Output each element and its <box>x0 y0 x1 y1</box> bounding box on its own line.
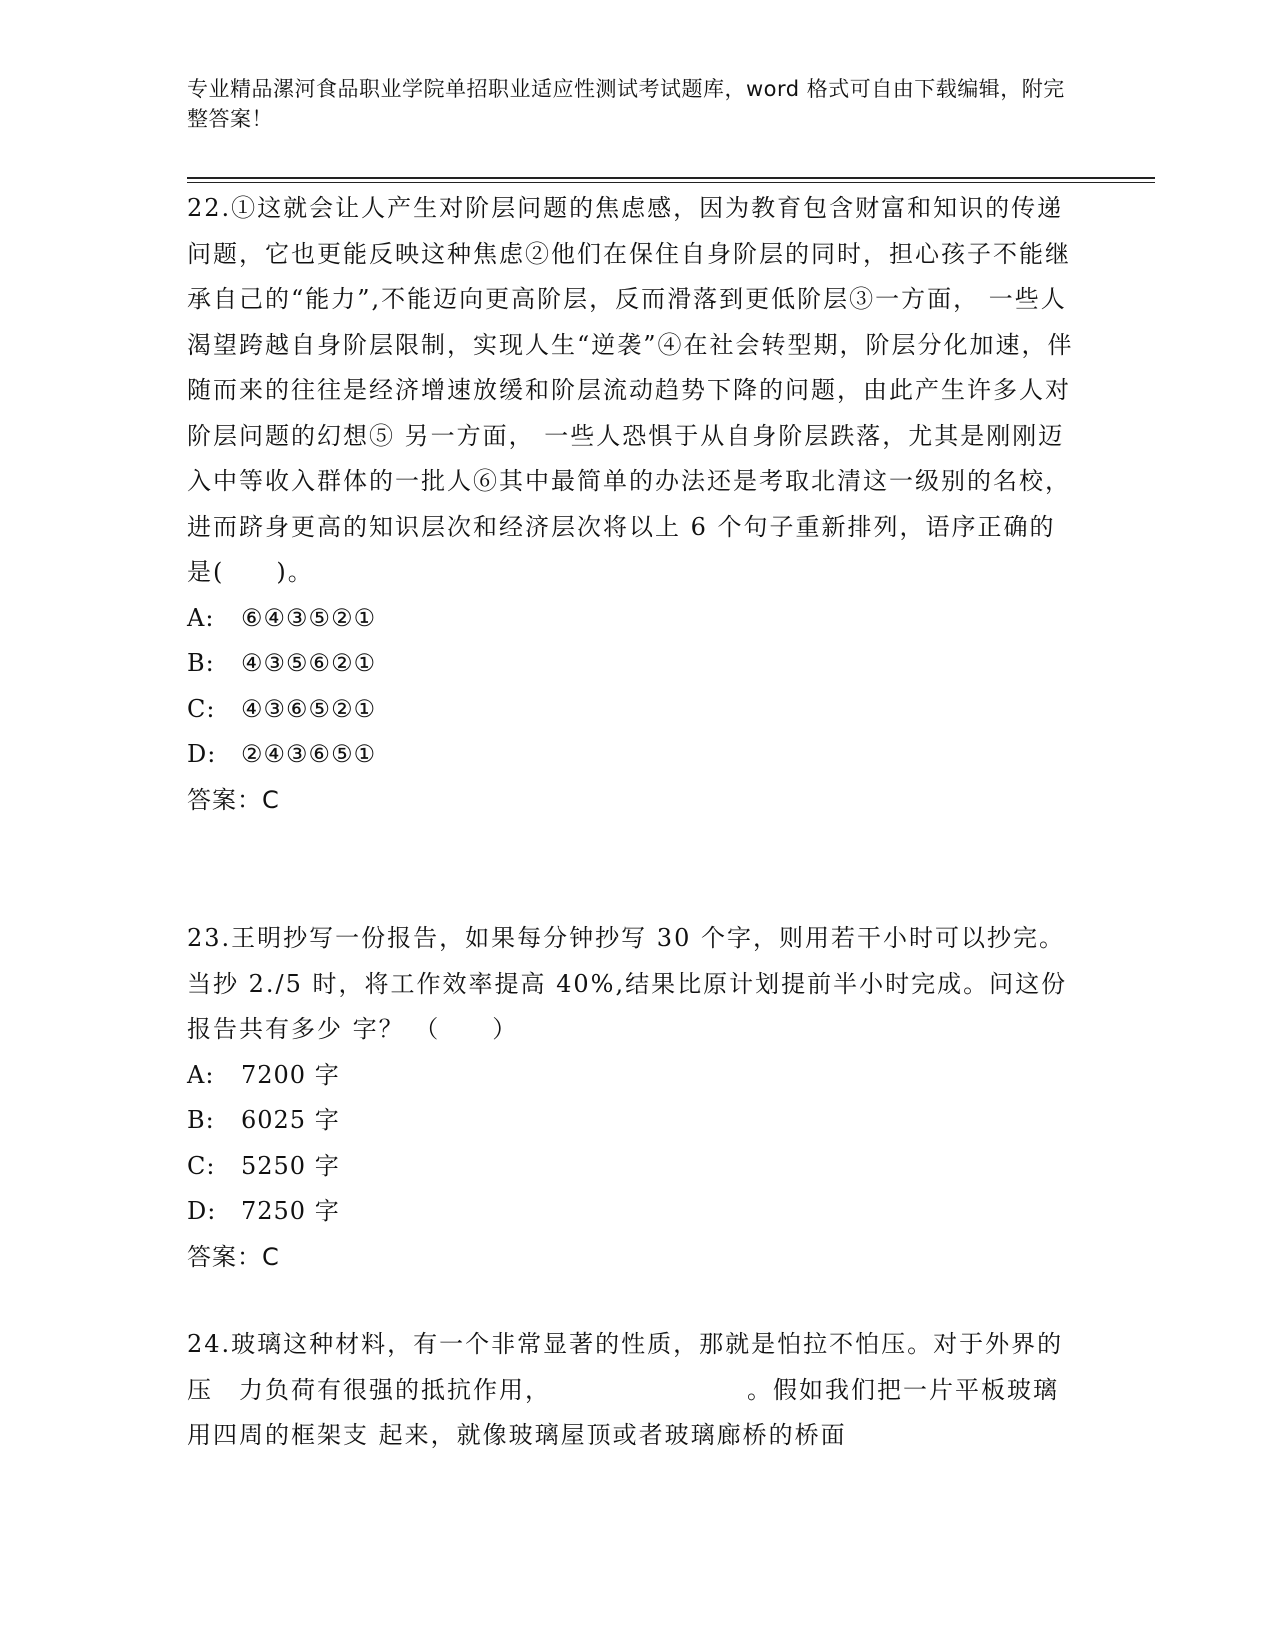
option-d <box>187 1189 1077 1235</box>
option-b <box>187 1098 1077 1144</box>
option-c <box>187 687 1077 733</box>
question-stem: 24.玻璃这种材料，有一个非常显著的性质，那就是怕拉不怕压。对于外界的压 力负荷有很强的抵抗作用， 。假如我们把一片平板玻璃用四周的框架支 起来，就像玻璃屋顶或者玻璃廊桥的桥面 <box>187 1330 1064 1449</box>
question-23 <box>187 916 1077 1280</box>
option-key: B: <box>187 1106 215 1134</box>
option-text: 7250 字 <box>241 1197 340 1225</box>
document-header <box>187 74 1067 134</box>
option-key: C: <box>187 1151 216 1180</box>
answer-line: 答案：C <box>187 785 280 814</box>
question-22 <box>187 186 1077 823</box>
question-stem: 22.①这就会让人产生对阶层问题的焦虑感，因为教育包含财富和知识的传递问题，它也更能反映这种焦虑②他们在保住自身阶层的同时，担心孩子不能继承自己的“能力”,不能迈向更高阶层，反而滑落到更低阶层③一方面， 一些人渴望跨越自身阶层限制，实现人生“逆袭”④在社会转型期，阶层分化加速，伴随而来的往往是经济增速放缓和阶层流动趋势下降的问题，由此产生许多人对阶层问题的幻想⑤ 另一方面， 一些人恐惧于从自身阶层跌落，尤其是刚刚迈入中等收入群体的一批人⑥其中最简单的办法还是考取北清这一级别的名校，进而跻身更高的知识层次和经济层次将以上 6 个句子重新排列，语序正确的是( )。 <box>187 194 1074 586</box>
option-key: D: <box>187 740 217 768</box>
option-a <box>187 596 1077 642</box>
option-key: A: <box>187 603 215 632</box>
option-c <box>187 1144 1077 1190</box>
option-key: B: <box>187 649 215 677</box>
option-text: 5250 字 <box>241 1151 340 1180</box>
option-key: C: <box>187 694 216 723</box>
option-d <box>187 732 1077 778</box>
option-key: D: <box>187 1197 217 1225</box>
question-stem: 23.王明抄写一份报告，如果每分钟抄写 30 个字，则用若干小时可以抄完。当抄 2./5 时，将工作效率提高 40%,结果比原计划提前半小时完成。问这份报告共有多少 字？ （ ） <box>187 924 1068 1043</box>
option-text: ④③⑤⑥②① <box>241 649 377 677</box>
option-b <box>187 641 1077 687</box>
option-a <box>187 1053 1077 1099</box>
option-text: ⑥④③⑤②① <box>241 603 377 632</box>
header-text: 专业精品漯河食品职业学院单招职业适应性测试考试题库，word 格式可自由下载编辑，附完整答案！ <box>187 77 1065 131</box>
header-divider-thick <box>187 177 1155 179</box>
option-text: 7200 字 <box>241 1060 340 1089</box>
option-key: A: <box>187 1060 215 1089</box>
answer-line: 答案：C <box>187 1242 280 1271</box>
option-text: ②④③⑥⑤① <box>241 740 377 768</box>
question-24 <box>187 1322 1077 1459</box>
option-text: 6025 字 <box>241 1106 340 1134</box>
option-text: ④③⑥⑤②① <box>241 694 377 723</box>
header-divider-thin <box>187 182 1155 183</box>
